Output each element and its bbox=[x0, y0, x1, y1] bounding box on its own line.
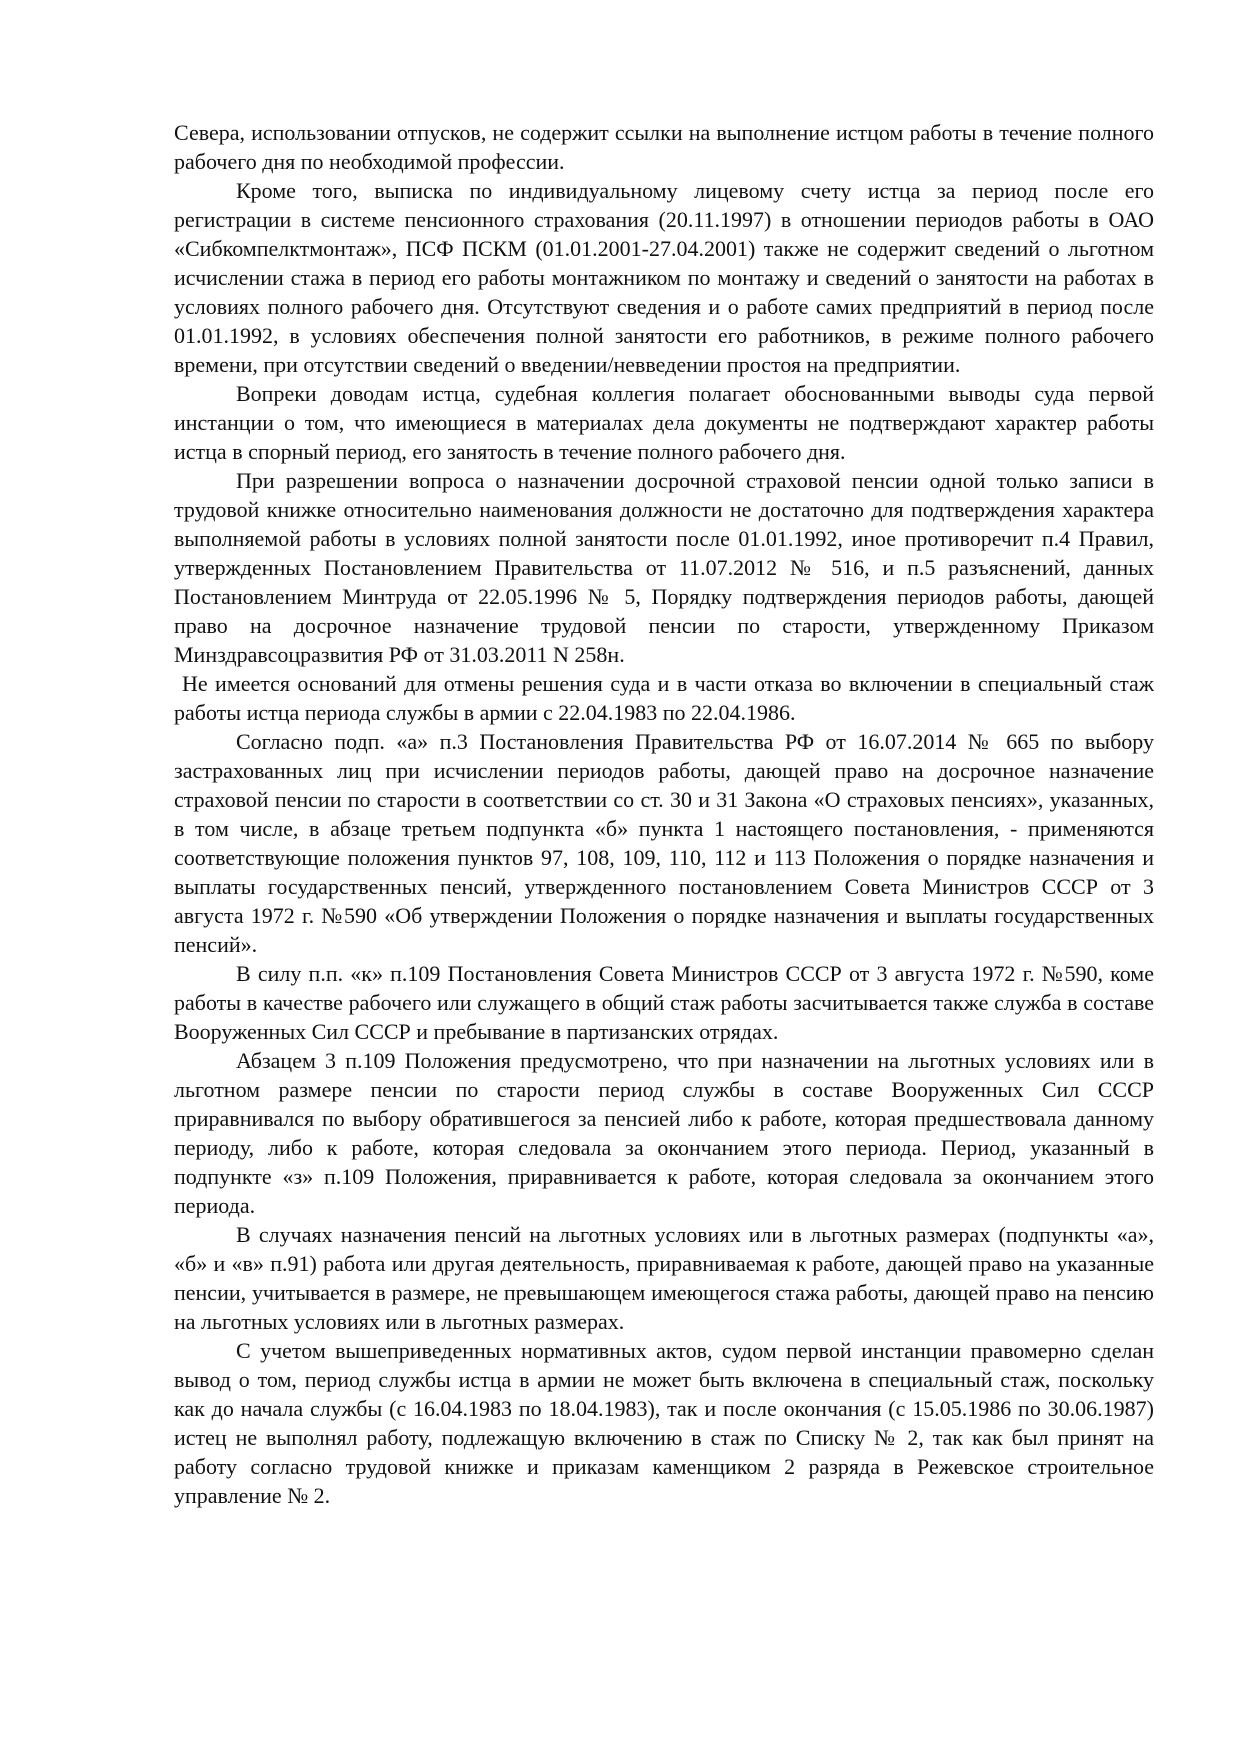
paragraph: Абзацем 3 п.109 Положения предусмотрено, что при назначении на льготных условиях или в льготном размере пенсии по старости период службы в составе Вооруженных Сил СССР приравнивался по выбору обратившегося за пенсией либо к работе, которая предшествовала данному периоду, либо к работе, которая следовала за окончанием этого периода. Период, указанный в подпункте «з» п.109 Положения, приравнивается к работе, которая следовала за окончанием этого периода. bbox=[174, 1048, 1154, 1218]
paragraph: Кроме того, выписка по индивидуальному лицевому счету истца за период после его регистрации в системе пенсионного страхования (20.11.1997) в отношении периодов работы в ОАО «Сибкомпелктмонтаж», ПСФ ПСКМ (01.01.2001-27.04.2001) также не содержит сведений о льготном исчислении стажа в период его работы монтажником по монтажу и сведений о занятости на работах в условиях полного рабочего дня. Отсутствуют сведения и о работе самих предприятий в период после 01.01.1992, в условиях обеспечения полной занятости его работников, в режиме полного рабочего времени, при отсутствии сведений о введении/невведении простоя на предприятии. bbox=[174, 178, 1154, 377]
paragraph: При разрешении вопроса о назначении досрочной страховой пенсии одной только записи в трудовой книжке относительно наименования должности не достаточно для подтверждения характера выполняемой работы в условиях полной занятости после 01.01.1992, иное противоречит п.4 Правил, утвержденных Постановлением Правительства от 11.07.2012 № 516, и п.5 разъяснений, данных Постановлением Минтруда от 22.05.1996 № 5, Порядку подтверждения периодов работы, дающей право на досрочное назначение трудовой пенсии по старости, утвержденному Приказом Минздравсоцразвития РФ от 31.03.2011 N 258н. bbox=[174, 468, 1154, 667]
paragraph: Вопреки доводам истца, судебная коллегия полагает обоснованными выводы суда первой инстанции о том, что имеющиеся в материалах дела документы не подтверждают характер работы истца в спорный период, его занятость в течение полного рабочего дня. bbox=[174, 381, 1154, 464]
paragraph: В силу п.п. «к» п.109 Постановления Совета Министров СССР от 3 августа 1972 г. №590, коме работы в качестве рабочего или служащего в общий стаж работы засчитывается также служба в составе Вооруженных Сил СССР и пребывание в партизанских отрядах. bbox=[174, 961, 1154, 1044]
document-text-block bbox=[174, 118, 1154, 1510]
paragraph: Севера, использовании отпусков, не содержит ссылки на выполнение истцом работы в течение полного рабочего дня по необходимой профессии. bbox=[174, 120, 1154, 174]
paragraph: Согласно подп. «а» п.3 Постановления Правительства РФ от 16.07.2014 № 665 по выбору застрахованных лиц при исчислении периодов работы, дающей право на досрочное назначение страховой пенсии по старости в соответствии со ст. 30 и 31 Закона «О страховых пенсиях», указанных, в том числе, в абзаце третьем подпункта «б» пункта 1 настоящего постановления, - применяются соответствующие положения пунктов 97, 108, 109, 110, 112 и 113 Положения о порядке назначения и выплаты государственных пенсий, утвержденного постановлением Совета Министров СССР от 3 августа 1972 г. №590 «Об утверждении Положения о порядке назначения и выплаты государственных пенсий». bbox=[174, 729, 1154, 957]
paragraph: Не имеется оснований для отмены решения суда и в части отказа во включении в специальный стаж работы истца периода службы в армии с 22.04.1983 по 22.04.1986. bbox=[174, 671, 1154, 725]
paragraph: В случаях назначения пенсий на льготных условиях или в льготных размерах (подпункты «а», «б» и «в» п.91) работа или другая деятельность, приравниваемая к работе, дающей право на указанные пенсии, учитывается в размере, не превышающем имеющегося стажа работы, дающей право на пенсию на льготных условиях или в льготных размерах. bbox=[174, 1222, 1154, 1334]
paragraph: С учетом вышеприведенных нормативных актов, судом первой инстанции правомерно сделан вывод о том, период службы истца в армии не может быть включена в специальный стаж, поскольку как до начала службы (с 16.04.1983 по 18.04.1983), так и после окончания (с 15.05.1986 по 30.06.1987) истец не выполнял работу, подлежащую включению в стаж по Списку № 2, так как был принят на работу согласно трудовой книжке и приказам каменщиком 2 разряда в Режевское строительное управление № 2. bbox=[174, 1338, 1154, 1508]
